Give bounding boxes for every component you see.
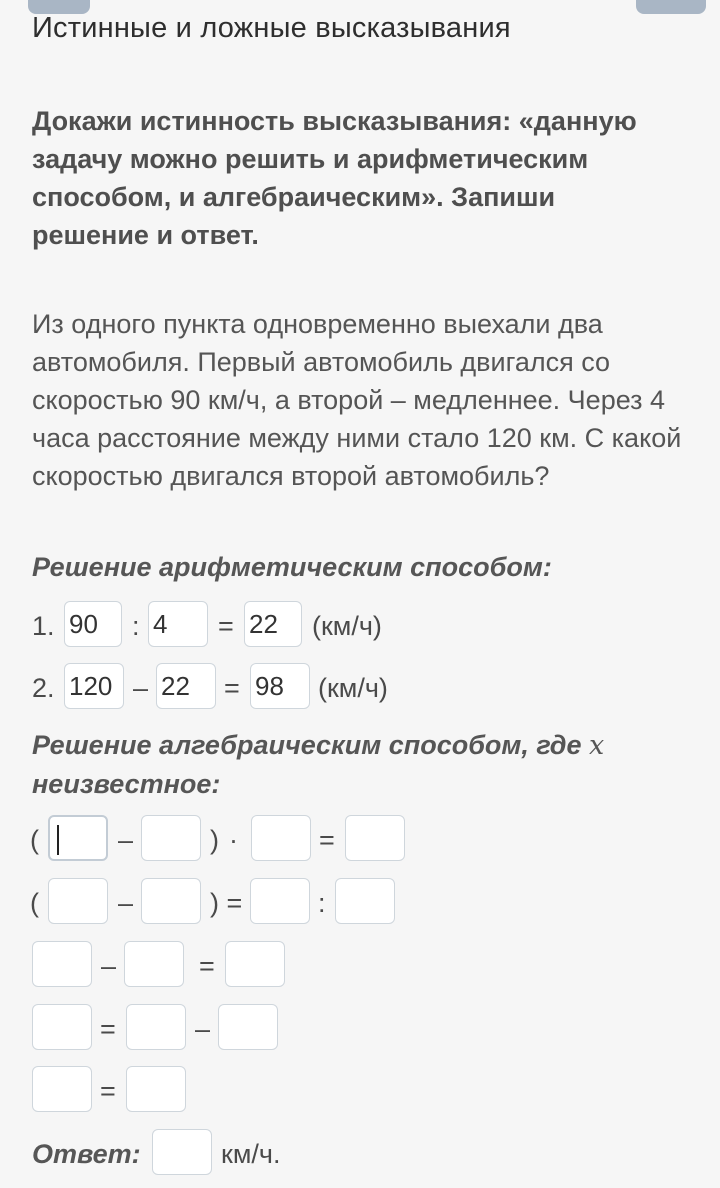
eq1-input-2[interactable] bbox=[141, 815, 201, 861]
eq4-input-3[interactable] bbox=[218, 1004, 278, 1050]
equals-sign: = bbox=[224, 673, 240, 703]
step-number: 2. bbox=[32, 673, 55, 703]
equals-sign: = bbox=[100, 1076, 116, 1106]
algebra-title-prefix: Решение алгебраическим способом, где bbox=[32, 730, 582, 760]
equals-sign: = bbox=[218, 611, 234, 641]
eq3-input-2[interactable] bbox=[124, 941, 184, 987]
minus-sign: – bbox=[101, 951, 117, 981]
problem-text: Из одного пункта одновременно выехали два автомобиля. Первый автомобиль двигался со скоростью 90 км/ч, а второй – медленнее. Через 4 часа расстояние между ними стало 120 км. С какой скоростью двигался второй автомобиль? bbox=[32, 309, 682, 491]
eq2-input-2[interactable] bbox=[141, 878, 201, 924]
minus-sign: – bbox=[118, 825, 134, 855]
eq1-input-1[interactable] bbox=[48, 815, 108, 861]
step1-unit: (км/ч) bbox=[312, 611, 382, 641]
step1-operand-b[interactable] bbox=[148, 601, 208, 647]
top-tab-right[interactable] bbox=[636, 0, 706, 14]
algebra-title-suffix: неизвестное: bbox=[32, 769, 221, 799]
close-paren: ) bbox=[210, 825, 219, 855]
page-title: Истинные и ложные высказывания bbox=[32, 12, 511, 44]
open-paren: ( bbox=[30, 825, 39, 855]
algebra-section-title bbox=[32, 726, 692, 803]
step1-result[interactable] bbox=[244, 601, 302, 647]
eq4-input-2[interactable] bbox=[126, 1004, 186, 1050]
answer-row bbox=[0, 1129, 720, 1179]
minus-sign: – bbox=[195, 1014, 211, 1044]
variable-x: x bbox=[589, 730, 605, 761]
eq5-input-1[interactable] bbox=[32, 1066, 92, 1112]
answer-input[interactable] bbox=[152, 1129, 212, 1175]
step2-unit: (км/ч) bbox=[318, 673, 388, 703]
answer-label: Ответ: bbox=[32, 1139, 141, 1169]
algebra-row-5 bbox=[0, 1066, 720, 1116]
divide-sign: : bbox=[318, 888, 326, 918]
eq2-input-4[interactable] bbox=[335, 878, 395, 924]
minus-sign: – bbox=[118, 888, 134, 918]
eq3-input-1[interactable] bbox=[32, 941, 92, 987]
arith-step-2 bbox=[0, 663, 720, 713]
equals-sign: = bbox=[319, 825, 335, 855]
step-number: 1. bbox=[32, 611, 55, 641]
text-caret bbox=[57, 825, 59, 855]
algebra-row-2 bbox=[0, 878, 720, 928]
task-title: Докажи истинность высказывания: «данную задачу можно решить и арифметическим способом, и алгебраическим». Запиши решение и ответ. bbox=[32, 106, 637, 250]
step2-operand-b[interactable] bbox=[156, 663, 216, 709]
divide-sign: : bbox=[132, 611, 140, 641]
eq1-input-3[interactable] bbox=[251, 815, 311, 861]
open-paren: ( bbox=[30, 888, 39, 918]
close-paren-equals: ) = bbox=[210, 888, 243, 918]
eq5-input-2[interactable] bbox=[126, 1066, 186, 1112]
multiply-dot: · bbox=[229, 825, 238, 855]
step2-result[interactable] bbox=[250, 663, 310, 709]
minus-sign: – bbox=[133, 673, 149, 703]
equals-sign: = bbox=[100, 1014, 116, 1044]
eq1-input-4[interactable] bbox=[345, 815, 405, 861]
answer-unit: км/ч. bbox=[221, 1139, 281, 1169]
arith-step-1 bbox=[0, 601, 720, 651]
step2-operand-a[interactable] bbox=[64, 663, 124, 709]
eq2-input-3[interactable] bbox=[250, 878, 310, 924]
algebra-row-3 bbox=[0, 941, 720, 991]
eq4-input-1[interactable] bbox=[32, 1004, 92, 1050]
algebra-row-1 bbox=[0, 815, 720, 865]
eq3-input-3[interactable] bbox=[225, 941, 285, 987]
arithmetic-section-title: Решение арифметическим способом: bbox=[32, 552, 552, 582]
eq2-input-1[interactable] bbox=[48, 878, 108, 924]
equals-sign: = bbox=[199, 951, 215, 981]
step1-operand-a[interactable] bbox=[64, 601, 122, 647]
algebra-row-4 bbox=[0, 1004, 720, 1054]
